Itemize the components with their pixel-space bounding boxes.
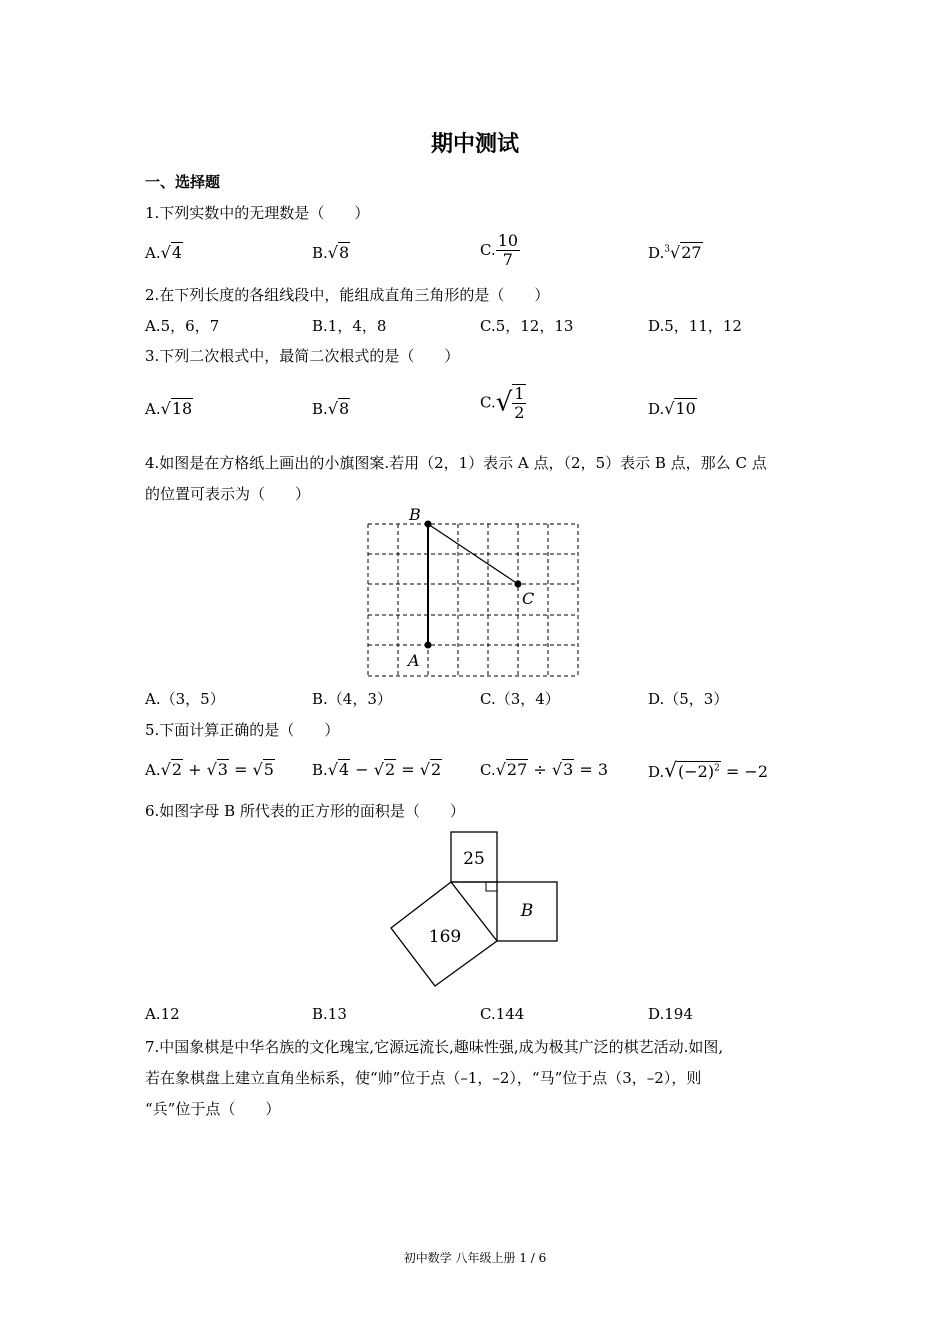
q6-option-b: B.13 bbox=[312, 1005, 347, 1023]
question-6-stem: 6.如图字母 B 所代表的正方形的面积是（ ） bbox=[145, 802, 465, 820]
label-b-square: B bbox=[520, 901, 534, 921]
question-7-line3: “兵”位于点（ ） bbox=[145, 1100, 281, 1118]
q5-option-c: C.√27 ÷ √3 = 3 bbox=[480, 760, 609, 779]
q6-option-d: D.194 bbox=[648, 1005, 693, 1023]
point-a bbox=[425, 642, 432, 649]
q6-option-c: C.144 bbox=[480, 1005, 525, 1023]
q2-option-c: C.5，12，13 bbox=[480, 317, 574, 335]
q4-option-c: C.（3，4） bbox=[480, 690, 560, 708]
q3-option-b: B.√8 bbox=[312, 399, 350, 418]
squares-figure bbox=[385, 826, 570, 992]
label-25: 25 bbox=[463, 849, 485, 869]
page-title: 期中测试 bbox=[430, 131, 519, 157]
right-angle-mark bbox=[486, 882, 497, 891]
label-c: C bbox=[522, 589, 535, 608]
q2-option-d: D.5，11，12 bbox=[648, 317, 742, 335]
flag-grid-figure bbox=[360, 500, 590, 682]
q3-option-c: C.√ $\frac{1}{2}$ bbox=[480, 384, 525, 422]
q4-option-b: B.（4，3） bbox=[312, 690, 392, 708]
question-4-stem-line1: 4.如图是在方格纸上画出的小旗图案.若用（2，1）表示 A 点，（2，5）表示 B 点，那么 C 点 bbox=[145, 454, 767, 472]
q2-option-a: A.5，6，7 bbox=[145, 317, 220, 335]
q1-option-d: D.$^3$√27 bbox=[648, 243, 702, 262]
point-c bbox=[515, 581, 522, 588]
question-3-stem: 3.下列二次根式中，最简二次根式的是（ ） bbox=[145, 347, 460, 365]
label-169: 169 bbox=[428, 927, 462, 947]
q3-option-a: A.√18 bbox=[145, 399, 193, 418]
q6-option-a: A.12 bbox=[145, 1005, 180, 1023]
label-b: B bbox=[409, 505, 421, 524]
point-b bbox=[425, 521, 432, 528]
q1-option-a: A.√4 bbox=[145, 243, 182, 262]
q5-option-d: $D.√(-2)^2 = -2$ bbox=[648, 758, 768, 782]
label-a: A bbox=[408, 651, 420, 670]
q4-option-a: A.（3，5） bbox=[145, 690, 225, 708]
q1-option-c: C. $\frac{10}{7}$ bbox=[480, 231, 519, 269]
q3-option-d: D.√10 bbox=[648, 399, 696, 418]
q5-option-a: A.√2 + √3 = √5 bbox=[145, 760, 274, 779]
q2-option-b: B.1，4，8 bbox=[312, 317, 387, 335]
q5-option-b: B.√4 − √2 = √2 bbox=[312, 760, 442, 779]
q4-option-d: D.（5，3） bbox=[648, 690, 729, 708]
question-4-stem-line2: 的位置可表示为（ ） bbox=[145, 485, 311, 503]
question-5-stem: 5.下面计算正确的是（ ） bbox=[145, 721, 340, 739]
q1-option-b: B.√8 bbox=[312, 243, 350, 262]
question-2-stem: 2.在下列长度的各组线段中，能组成直角三角形的是（ ） bbox=[145, 286, 550, 304]
page-footer: 初中数学 八年级上册 1 / 6 bbox=[403, 1251, 547, 1265]
section-heading: 一、选择题 bbox=[145, 173, 221, 191]
question-7-line2: 若在象棋盘上建立直角坐标系，使“帅”位于点（–1，–2），“马”位于点（3，–2），则 bbox=[145, 1069, 702, 1087]
question-1-stem: 1.下列实数中的无理数是（ ） bbox=[145, 204, 370, 222]
question-7-line1: 7.中国象棋是中华名族的文化瑰宝,它源远流长,趣味性强,成为极其广泛的棋艺活动.如图, bbox=[145, 1038, 724, 1056]
